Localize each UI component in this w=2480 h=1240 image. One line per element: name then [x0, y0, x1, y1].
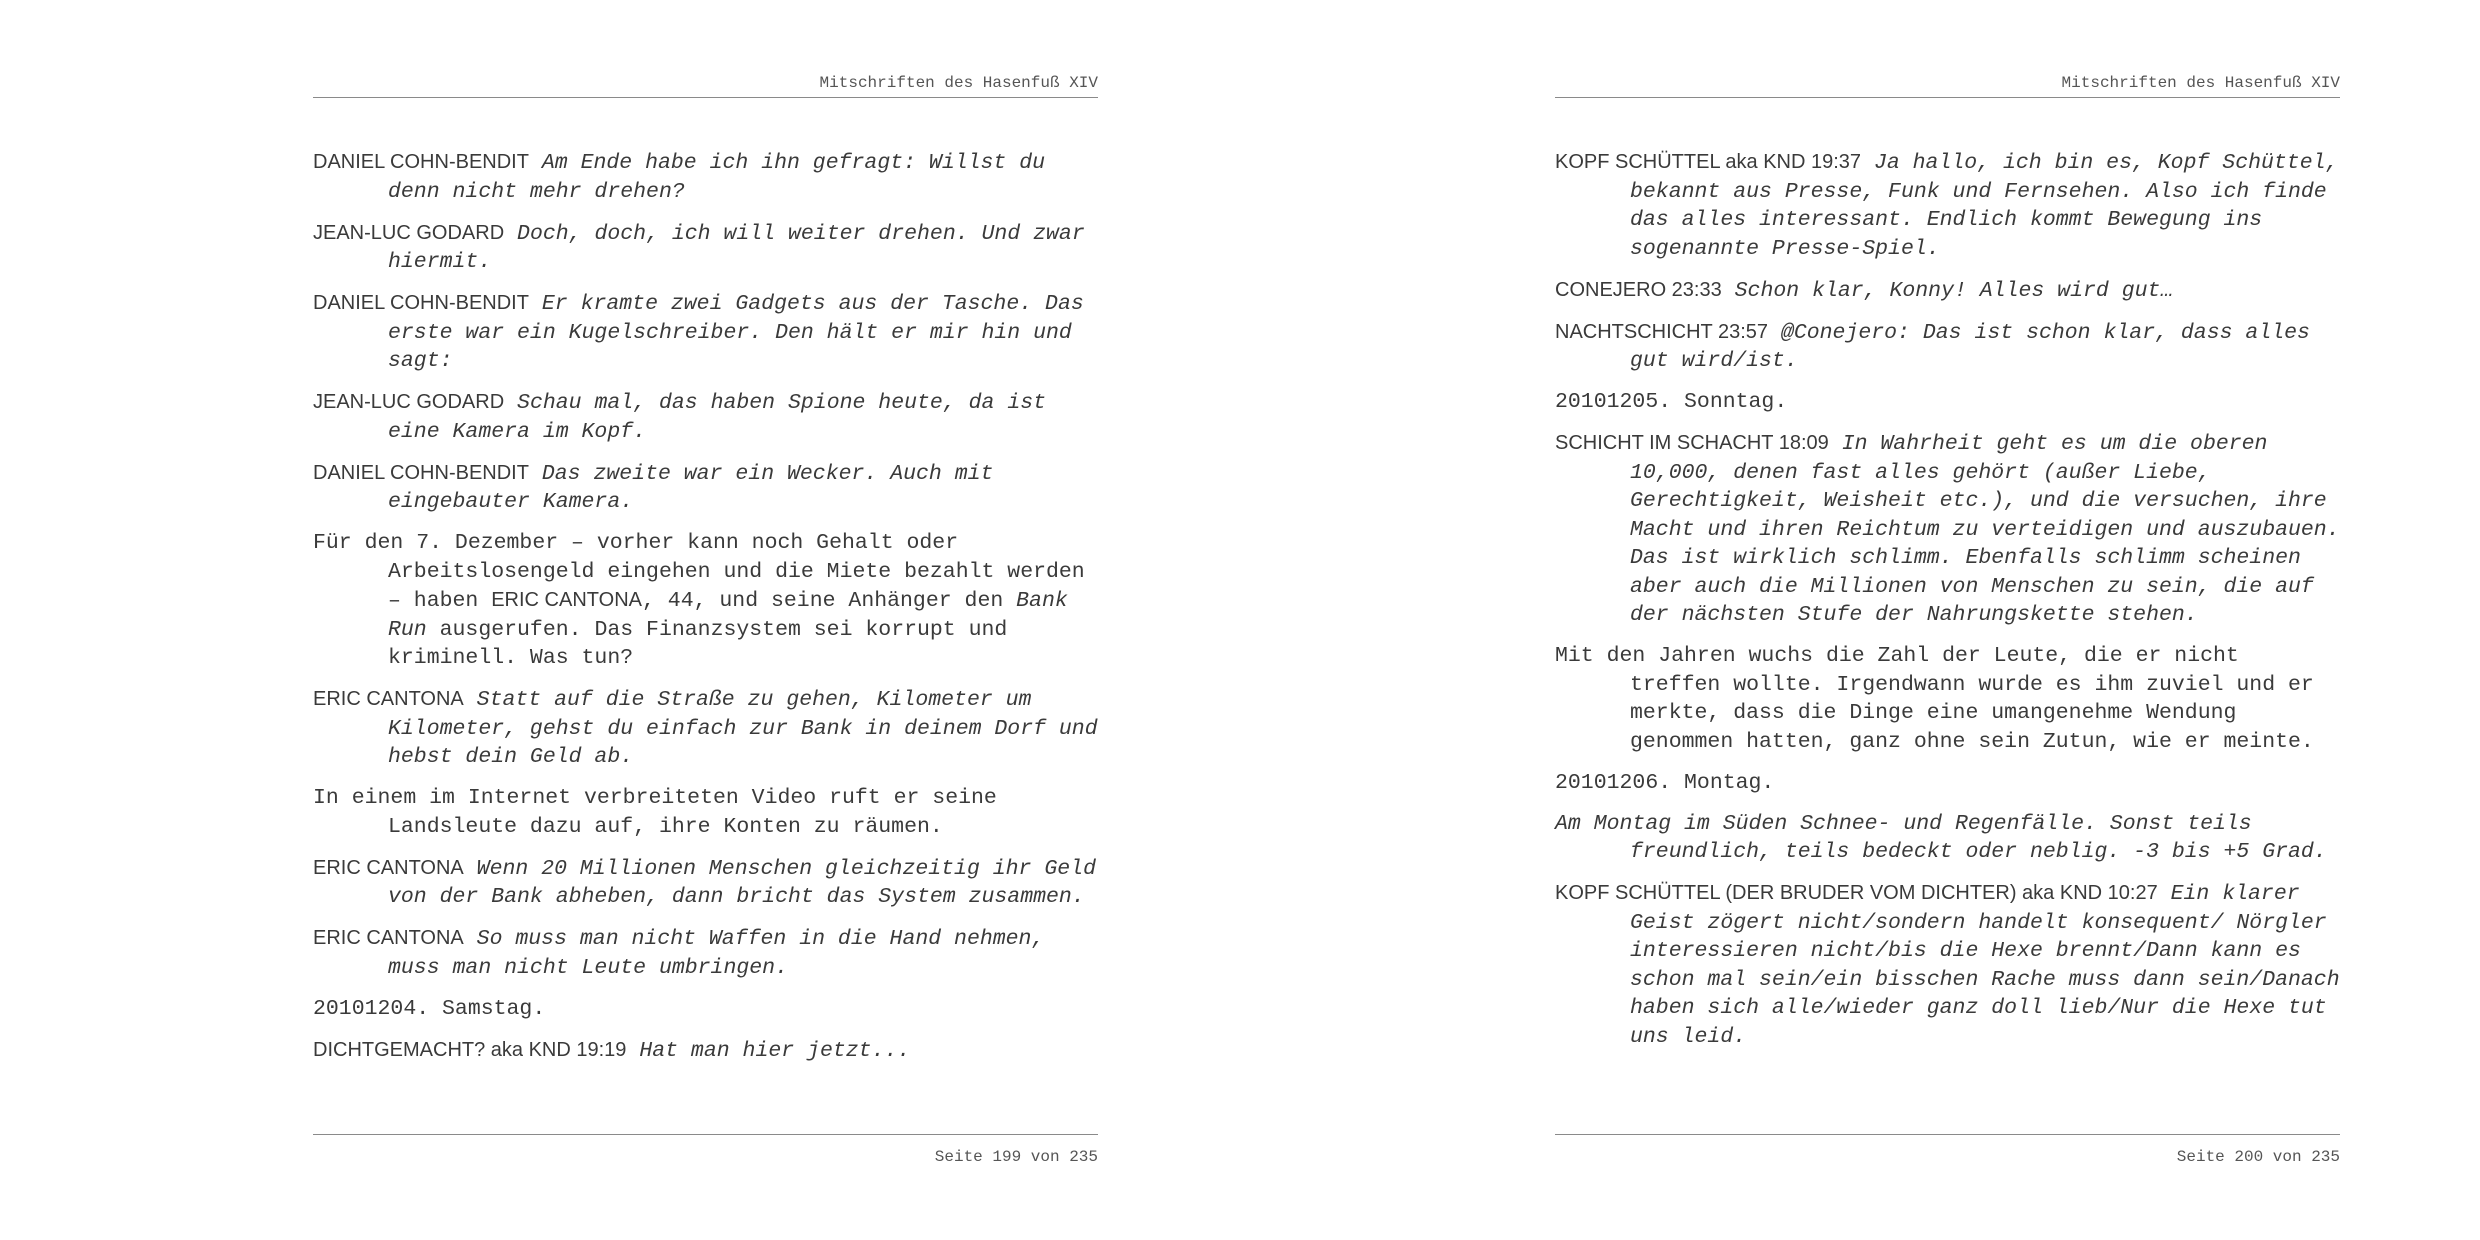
left-page: [313, 0, 1098, 1240]
narrative-paragraph: [313, 784, 1098, 841]
dialogue-text: So muss man nicht Waffen in die Hand nehmen, muss man nicht Leute umbringen.: [388, 927, 1045, 980]
weather-paragraph: [1555, 810, 2340, 867]
dialogue-paragraph: [1555, 318, 2340, 376]
dialogue-paragraph: [313, 289, 1098, 376]
dialogue-paragraph: [1555, 276, 2340, 306]
dialogue-paragraph: [1555, 148, 2340, 263]
speaker-name: DICHTGEMACHT? aka KND 19:19: [313, 1038, 627, 1061]
dialogue-text: In Wahrheit geht es um die oberen 10,000, denen fast alles gehört (außer Liebe, Gerechtigkeit, Weisheit etc.), und die versuchen, ihre Macht und ihren Reichtum zu verteidigen und auszubauen. Das ist wirklich schlimm. Ebenfalls schlimm scheinen aber auch die Millionen von Menschen zu sein, die auf der nächsten Stufe der Nahrungskette stehen.: [1630, 432, 2340, 627]
dialogue-text: Ja hallo, ich bin es, Kopf Schüttel, bekannt aus Presse, Funk und Fernsehen. Also ich finde das alles interessant. Endlich kommt Bewegung ins sogenannte Presse-Spiel.: [1630, 151, 2339, 261]
dialogue-paragraph: [313, 924, 1098, 982]
date-heading: [1555, 388, 2340, 417]
speaker-name: SCHICHT IM SCHACHT 18:09: [1555, 432, 1829, 454]
narrative-text: ausgerufen. Das Finanzsystem sei korrupt und kriminell. Was tun?: [388, 617, 1008, 670]
speaker-name: ERIC CANTONA: [491, 589, 642, 611]
speaker-name: KOPF SCHÜTTEL aka KND 19:37: [1555, 151, 1862, 173]
dialogue-text: Wenn 20 Millionen Menschen gleichzeitig ihr Geld von der Bank abheben, dann bricht das System zusammen.: [388, 856, 1096, 909]
narrative-text: Mit den Jahren wuchs die Zahl der Leute, die er nicht treffen wollte. Irgendwann wurde es ihm zuviel und er merkte, dass die Dinge eine umangenehme Wendung genommen hatten, ganz ohne sein Zutun, wie er meinte.: [1555, 644, 2314, 754]
dialogue-text: Ein klarer Geist zögert nicht/sondern handelt konsequent/ Nörgler interessieren nicht/bis die Hexe brennt/Dann kann es schon mal sein/ein bisschen Rache muss dann sein/Danach haben sich alle/wieder ganz doll lieb/Nur die Hexe tut uns leid.: [1630, 882, 2340, 1049]
dialogue-text: Er kramte zwei Gadgets aus der Tasche. Das erste war ein Kugelschreiber. Den hält er mir hin und sagt:: [388, 292, 1084, 373]
narrative-text: Für den 7. Dezember – vorher kann noch Gehalt oder Arbeitslosengeld eingehen und die Miete bezahlt werden – haben: [313, 531, 1085, 613]
narrative-paragraph: [1555, 642, 2340, 756]
dialogue-text: Hat man hier jetzt...: [639, 1038, 911, 1063]
page-number: Seite 199 von 235: [934, 1148, 1098, 1166]
date-text: 20101204. Samstag.: [313, 996, 546, 1021]
footer-rule: [1555, 1134, 2340, 1135]
dialogue-text: Schau mal, das haben Spione heute, da ist eine Kamera im Kopf.: [388, 391, 1047, 444]
dialogue-paragraph: [313, 1036, 1098, 1066]
date-heading: [313, 995, 1098, 1024]
page-number: Seite 200 von 235: [2176, 1148, 2340, 1166]
speaker-name: KOPF SCHÜTTEL (DER BRUDER VOM DICHTER) aka KND 10:27: [1555, 882, 2158, 904]
page-body: [1555, 148, 2340, 1064]
dialogue-text: Statt auf die Straße zu gehen, Kilometer um Kilometer, gehst du einfach zur Bank in deinem Dorf und hebst dein Geld ab.: [388, 688, 1098, 769]
header-rule: [1555, 97, 2340, 98]
page-body: [313, 148, 1098, 1078]
speaker-name: ERIC CANTONA: [313, 688, 464, 710]
italic-term: Bank Run: [388, 589, 1068, 642]
dialogue-paragraph: [313, 148, 1098, 206]
dialogue-paragraph: [313, 459, 1098, 517]
speaker-name: CONEJERO 23:33: [1555, 278, 1722, 301]
right-page: [1555, 0, 2340, 1240]
date-heading: [1555, 769, 2340, 798]
narrative-text: , 44, und seine Anhänger den: [641, 589, 1017, 613]
page-header: Mitschriften des Hasenfuß XIV: [2061, 74, 2340, 92]
speaker-name: JEAN-LUC GODARD: [313, 221, 505, 244]
dialogue-paragraph: [313, 219, 1098, 277]
speaker-name: DANIEL COHN-BENDIT: [313, 151, 529, 173]
page-header: Mitschriften des Hasenfuß XIV: [819, 74, 1098, 92]
dialogue-paragraph: [1555, 429, 2340, 630]
narrative-paragraph: [313, 529, 1098, 673]
footer-rule: [313, 1134, 1098, 1135]
dialogue-text: Das zweite war ein Wecker. Auch mit eingebauter Kamera.: [388, 461, 994, 514]
header-rule: [313, 97, 1098, 98]
speaker-name: DANIEL COHN-BENDIT: [313, 292, 529, 314]
dialogue-paragraph: [313, 685, 1098, 772]
weather-text: Am Montag im Süden Schnee- und Regenfälle. Sonst teils freundlich, teils bedeckt oder neblig. -3 bis +5 Grad.: [1555, 811, 2327, 864]
date-text: 20101206. Montag.: [1555, 770, 1775, 795]
dialogue-text: @Conejero: Das ist schon klar, dass alles gut wird/ist.: [1630, 320, 2310, 373]
speaker-name: ERIC CANTONA: [313, 927, 464, 949]
dialogue-paragraph: [1555, 879, 2340, 1051]
dialogue-text: Am Ende habe ich ihn gefragt: Willst du denn nicht mehr drehen?: [388, 151, 1046, 204]
dialogue-paragraph: [313, 854, 1098, 912]
date-text: 20101205. Sonntag.: [1555, 390, 1788, 414]
narrative-text: In einem im Internet verbreiteten Video ruft er seine Landsleute dazu auf, ihre Konten zu räumen.: [313, 786, 997, 839]
speaker-name: JEAN-LUC GODARD: [313, 391, 505, 413]
dialogue-text: Schon klar, Konny! Alles wird gut…: [1734, 278, 2174, 303]
speaker-name: ERIC CANTONA: [313, 856, 464, 879]
dialogue-text: Doch, doch, ich will weiter drehen. Und zwar hiermit.: [388, 221, 1085, 274]
dialogue-paragraph: [313, 388, 1098, 446]
speaker-name: DANIEL COHN-BENDIT: [313, 461, 529, 484]
speaker-name: NACHTSCHICHT 23:57: [1555, 320, 1769, 343]
